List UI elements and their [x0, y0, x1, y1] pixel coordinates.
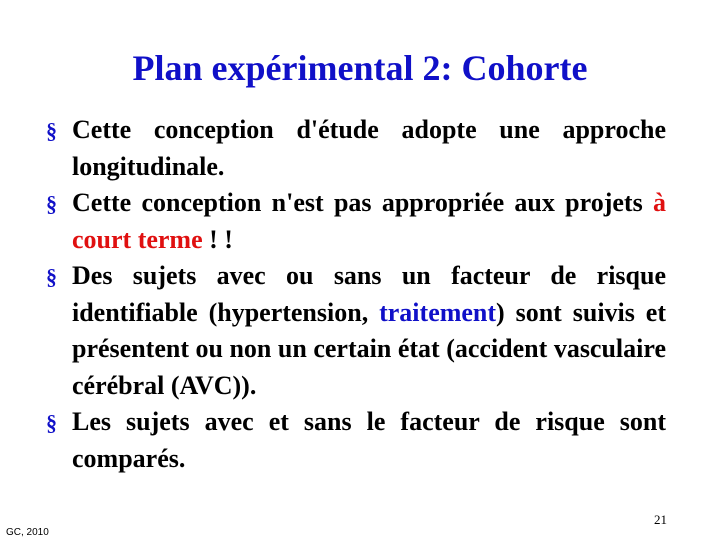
bullet-marker-icon: §	[46, 118, 57, 143]
bullet-item	[46, 112, 666, 185]
bullet-text: Des sujets avec ou sans un facteur de risque identifiable (hypertension,	[72, 261, 666, 327]
bullet-highlight-red: à court terme	[72, 188, 666, 254]
bullet-highlight-blue: traitement	[379, 297, 497, 327]
slide-title: Plan expérimental 2: Cohorte	[132, 48, 588, 88]
bullet-item	[46, 185, 666, 258]
bullet-text: Cette conception n'est pas appropriée aux projets	[72, 188, 653, 217]
bullet-marker-icon: §	[46, 410, 57, 435]
bullet-marker-icon: §	[46, 191, 57, 216]
bullet-text: Cette conception d'étude adopte une approche longitudinale.	[72, 115, 666, 181]
footer-credit: GC, 2010	[6, 527, 49, 538]
bullet-item	[46, 404, 666, 477]
page-number: 21	[654, 512, 667, 527]
bullet-list	[46, 112, 666, 477]
bullet-marker-icon: §	[46, 264, 57, 289]
bullet-text: Les sujets avec et sans le facteur de risque sont comparés.	[72, 407, 666, 473]
bullet-text: ! !	[202, 224, 233, 254]
bullet-text: ) sont suivis et présentent ou non un certain état (accident vasculaire cérébral (AVC)).	[72, 297, 666, 400]
bullet-item	[46, 258, 666, 404]
